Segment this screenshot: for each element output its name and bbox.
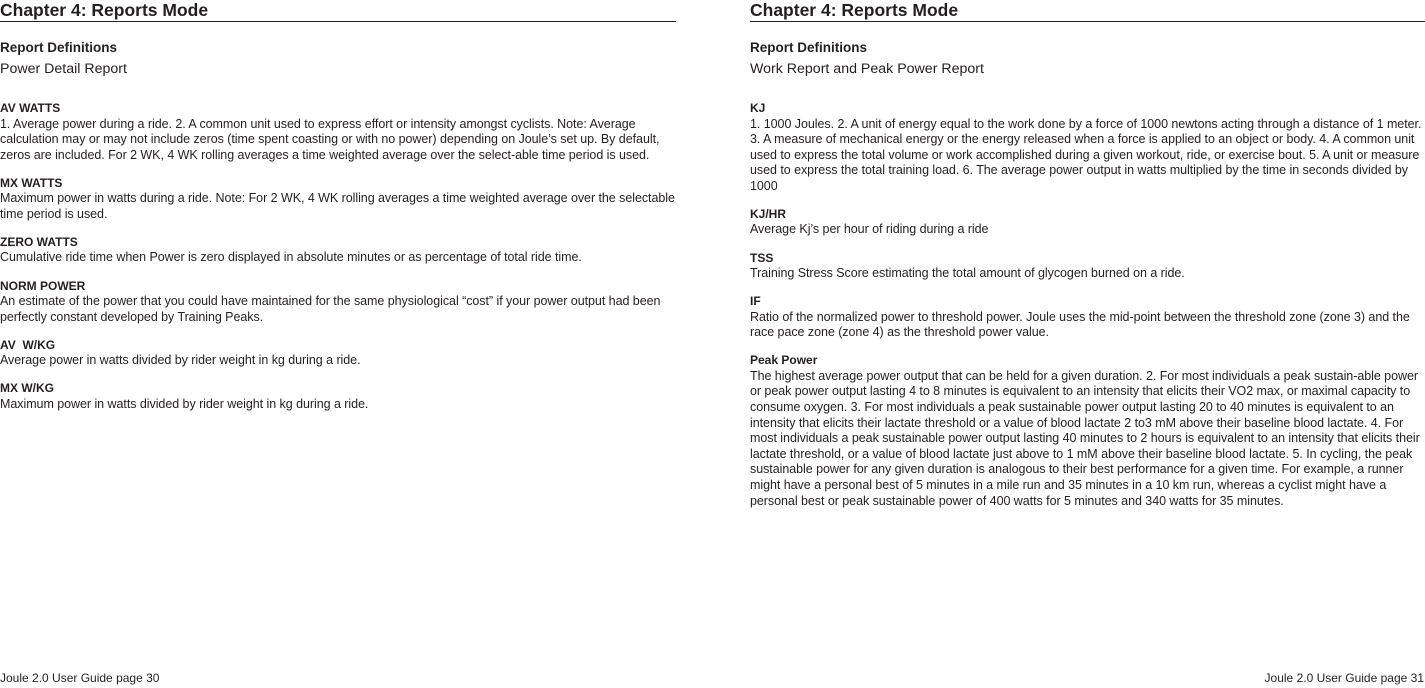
term-definition: Maximum power in watts during a ride. Note: For 2 WK, 4 WK rolling averages a time weighted average over the selectable time period is used. <box>0 191 675 221</box>
header-rule <box>750 21 1425 22</box>
definition-item <box>750 207 1422 238</box>
term-definition: Average Kj’s per hour of riding during a ride <box>750 222 989 237</box>
term-label: NORM POWER <box>0 278 86 293</box>
report-name: Power Detail Report <box>0 61 127 77</box>
term-definition: Ratio of the normalized power to threshold power. Joule uses the mid-point between the threshold zone (zone 3) and the race pace zone (zone 4) as the threshold power value. <box>750 309 1410 340</box>
term-label: TSS <box>750 250 774 265</box>
chapter-title: Chapter 4: Reports Mode <box>750 0 959 20</box>
term-label: ZERO WATTS <box>0 234 78 249</box>
section-header <box>750 40 1422 79</box>
definition-item <box>750 101 1422 194</box>
definition-item <box>0 279 676 326</box>
definition-item <box>750 353 1422 509</box>
report-name: Work Report and Peak Power Report <box>750 61 984 77</box>
term-label: MX WATTS <box>0 175 63 190</box>
chapter-title: Chapter 4: Reports Mode <box>0 0 209 20</box>
section-header <box>0 40 676 79</box>
definition-item <box>0 381 676 412</box>
term-label: IF <box>750 294 761 309</box>
term-definition: An estimate of the power that you could have maintained for the same physiological “cost” if your power output had been perfectly constant developed by Training Peaks. <box>0 294 661 324</box>
section-heading: Report Definitions <box>0 40 117 55</box>
term-definition: Cumulative ride time when Power is zero displayed in absolute minutes or as percentage of total ride time. <box>0 250 582 265</box>
right-page <box>750 0 1422 688</box>
definition-list <box>0 101 676 425</box>
term-label: MX W/KG <box>0 381 54 396</box>
term-label: KJ/HR <box>750 206 787 221</box>
definition-item <box>750 251 1422 282</box>
page-footer: Joule 2.0 User Guide page 30 <box>0 671 160 685</box>
term-label: AV W/KG <box>0 337 56 352</box>
term-label: Peak Power <box>750 353 818 368</box>
definition-list <box>750 101 1422 522</box>
left-page <box>0 0 676 688</box>
section-heading: Report Definitions <box>750 40 867 55</box>
header-rule <box>0 21 676 22</box>
definition-item <box>0 176 676 223</box>
term-definition: Average power in watts divided by rider weight in kg during a ride. <box>0 353 361 368</box>
definition-item <box>750 294 1422 341</box>
term-definition: Maximum power in watts divided by rider weight in kg during a ride. <box>0 396 369 411</box>
term-definition: The highest average power output that can be held for a given duration. 2. For most individuals a peak sustain-able power or peak power output lasting 4 to 8 minutes is equivalent to an intensity that elicits their VO2 max, or maximal capacity to consume oxygen. 3. For most individuals a peak sustainable power output lasting 20 to 40 minutes is equivalent to an intensity that elicits their lactate threshold or a value of blood lactate 2 to3 mM above their baseline blood lactate. 4. For most individuals a peak sustainable power output lasting 40 minutes to 2 hours is equivalent to an intensity that elicits their lactate threshold, or a value of blood lactate just above to 1 mM above their baseline blood lactate. 5. In cycling, the peak sustainable power for any given duration is analogous to their best performance for a given time. For example, a runner might have a personal best of 5 minutes in a mile run and 35 minutes in a 10 km run, whereas a cyclist might have a personal best or peak sustainable power of 400 watts for 5 minutes and 340 watts for 35 minutes. <box>750 368 1420 508</box>
term-definition: Training Stress Score estimating the total amount of glycogen burned on a ride. <box>750 266 1185 281</box>
definition-item <box>0 338 676 369</box>
term-definition: 1. 1000 Joules. 2. A unit of energy equal to the work done by a force of 1000 newtons acting through a distance of 1 meter. 3. A measure of mechanical energy or the energy released when a force is applied to an object or body. 4. A common unit used to express the total volume or work accomplished during a given workout, ride, or exercise bout. 5. A unit or measure used to express the total training load. 6. The average power output in watts multiplied by the time in seconds divided by 1000 <box>750 116 1422 193</box>
term-label: KJ <box>750 101 766 115</box>
definition-item <box>0 101 676 163</box>
page-footer: Joule 2.0 User Guide page 31 <box>1264 671 1424 685</box>
term-label: AV WATTS <box>0 101 61 115</box>
definition-item <box>0 235 676 266</box>
term-definition: 1. Average power during a ride. 2. A common unit used to express effort or intensity amongst cyclists. Note: Average calculation may or may not include zeros (time spent coasting or with no power) depending on Joule’s set up. By default, zeros are included. For 2 WK, 4 WK rolling averages a time weighted average over the select-able time period is used. <box>0 116 660 162</box>
